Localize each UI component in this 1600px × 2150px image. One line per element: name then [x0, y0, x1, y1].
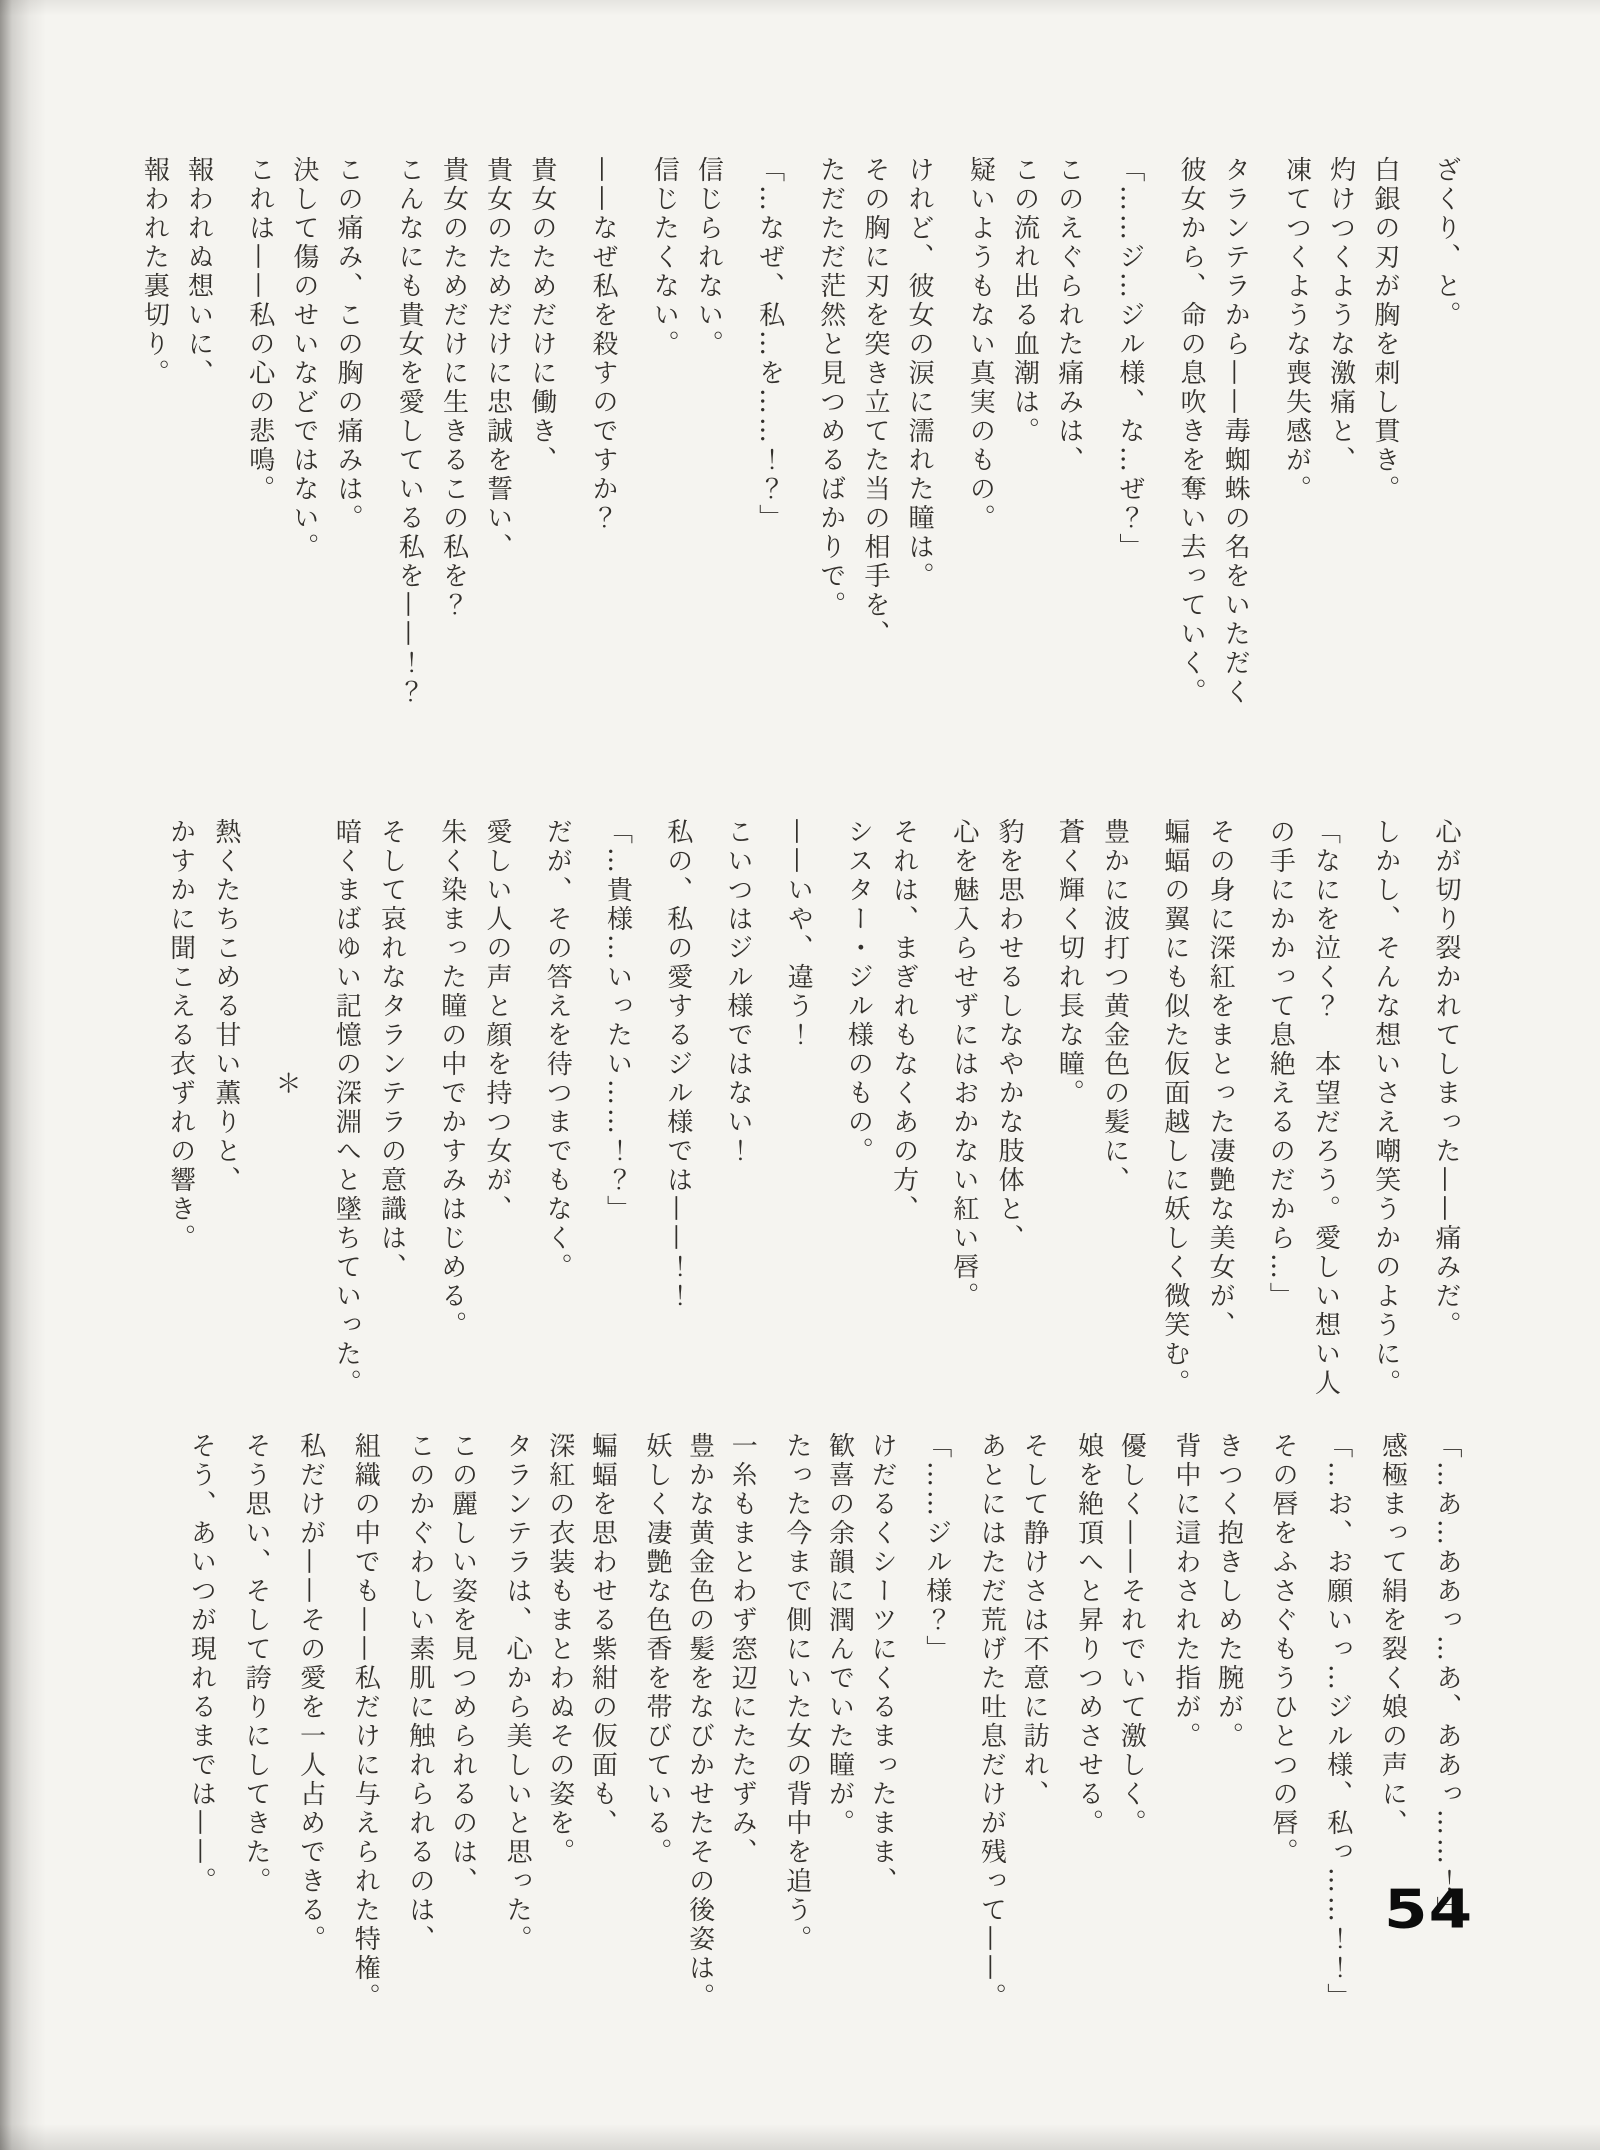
paragraph-group	[915, 1432, 958, 2072]
text-column: 「…お、お願いっ…ジル様、私っ……！！」	[1322, 1432, 1353, 2012]
text-column: あとにはただ荒げた吐息だけが残って——。	[976, 1432, 1007, 2012]
text-column: 「……ジル様？」	[921, 1432, 952, 1664]
paragraph-group	[642, 156, 730, 768]
text-section-bottom	[180, 1432, 1468, 2072]
text-column: 暗くまばゆい記憶の深淵へと墜ちていった。	[331, 818, 362, 1398]
paragraph-group	[747, 156, 791, 768]
text-column: タランテラは、心から美しいと思った。	[502, 1432, 533, 1954]
text-column: 朱く染まった瞳の中でかすみはじめる。	[436, 818, 467, 1340]
text-column: 「…なぜ、私…を……！？」	[754, 156, 785, 533]
text-column: 信じたくない。	[649, 156, 680, 359]
paragraph-group	[594, 818, 639, 1442]
paragraph-group	[715, 818, 760, 1442]
text-column: 心を魅入らせずにはおかない紅い唇。	[948, 818, 979, 1311]
text-column: 一糸もまとわず窓辺にたたずみ、	[727, 1432, 758, 1867]
text-column: 「…貴様…いったい……！？」	[602, 818, 633, 1224]
text-column: 豊かに波打つ黄金色の髪に、	[1099, 818, 1130, 1195]
paragraph-group	[1274, 156, 1407, 768]
text-column: ざくり、と。	[1431, 156, 1461, 330]
text-column: 「……ジ…ジル様、な…ぜ？」	[1114, 156, 1145, 562]
paragraph-group	[1169, 156, 1257, 768]
text-column: このえぐられた痛みは、	[1053, 156, 1084, 475]
text-column: けれど、彼女の涙に濡れた瞳は。	[904, 156, 935, 591]
text-column: 貴女のためだけに忠誠を誓い、	[482, 156, 513, 562]
text-column: 蝙蝠の翼にも似た仮面越しに妖しく微笑む。	[1159, 818, 1190, 1398]
text-column: 娘を絶頂へと昇りつめさせる。	[1073, 1432, 1104, 1838]
paragraph-group	[958, 156, 1091, 768]
scan-shadow-top	[0, 0, 1600, 16]
text-column: その胸に刃を突き立てた当の相手を、	[859, 156, 890, 649]
text-column: 背中に這わされた指が。	[1170, 1432, 1201, 1751]
text-column: そして哀れなタランテラの意識は、	[376, 818, 407, 1282]
page-number: 54	[1384, 1878, 1474, 1941]
text-column: だが、その答えを待つまでもなく。	[542, 818, 573, 1282]
scan-shadow-bottom	[0, 2124, 1600, 2150]
text-column: この麗しい姿を見つめられるのは、	[447, 1432, 478, 1896]
text-column: 「…あ…ああっ…あ、ああっ……！」	[1432, 1432, 1462, 1925]
text-column: 彼女から、命の息吹きを奪い去っていく。	[1176, 156, 1207, 707]
paragraph-group	[387, 156, 564, 768]
text-column: この流れ出る血潮は。	[1009, 156, 1040, 446]
paragraph-group	[970, 1432, 1055, 2072]
paragraph-group	[1425, 1432, 1468, 2072]
text-column: 妖しく凄艶な色香を帯びている。	[642, 1432, 672, 1867]
text-column: 疑いようもない真実のもの。	[965, 156, 996, 533]
paragraph-group	[1046, 818, 1136, 1442]
text-column: それは、まぎれもなくあの方、	[888, 818, 919, 1224]
paragraph-group	[775, 1432, 903, 2072]
paragraph-group	[429, 818, 519, 1442]
paragraph-group	[234, 1432, 277, 2072]
text-column: この痛み、この胸の痛みは。	[333, 156, 364, 533]
text-column: 蒼く輝く切れ長な瞳。	[1054, 818, 1085, 1108]
text-column: そう、あいつが現れるまでは——。	[186, 1432, 217, 1896]
text-column: こんなにも貴女を愛している私を——！？	[394, 156, 425, 707]
text-column: そして静けさは不意に訪れ、	[1019, 1432, 1049, 1809]
text-column: 報われぬ想いに、	[183, 156, 214, 388]
paragraph-group	[775, 818, 820, 1442]
text-column: かすかに聞こえる衣ずれの響き。	[165, 818, 196, 1253]
text-column: 深紅の衣装もまとわぬその姿を。	[544, 1432, 575, 1867]
paragraph-group	[1363, 818, 1408, 1442]
paragraph-group	[496, 1432, 624, 2072]
paragraph-group	[1108, 156, 1152, 768]
text-column: ——なぜ私を殺すのですか？	[588, 156, 618, 533]
paragraph-group	[635, 1432, 763, 2072]
text-column: 優しく——それでいて激しく。	[1116, 1432, 1147, 1838]
paragraph-group	[132, 156, 220, 768]
paragraph-group	[180, 1432, 223, 2072]
text-column: 凍てつくような喪失感が。	[1281, 156, 1312, 504]
paragraph-group	[157, 818, 247, 1442]
paragraph-group	[344, 1432, 387, 2072]
text-column: このかぐわしい素肌に触れられるのは、	[404, 1432, 435, 1954]
text-column: 心が切り裂かれてしまった——痛みだ。	[1431, 818, 1461, 1340]
paragraph-group	[1067, 1432, 1152, 2072]
text-column: 報われた裏切り。	[139, 156, 170, 388]
text-column: こいつはジル様ではない！	[722, 818, 753, 1166]
text-column: そう思い、そして誇りにしてきた。	[241, 1432, 271, 1896]
text-column: これは——私の心の悲鳴。	[244, 156, 275, 504]
paragraph-group	[263, 818, 308, 1442]
text-column: 決して傷のせいなどではない。	[288, 156, 319, 562]
text-column: 組織の中でも——私だけに与えられた特権。	[350, 1432, 381, 2012]
text-column: の手にかかって息絶えるのだから…」	[1265, 818, 1296, 1311]
paragraph-group	[1424, 156, 1468, 768]
text-column: 豹を思わせるしなやかな肢体と、	[994, 818, 1025, 1253]
paragraph-group	[289, 1432, 332, 2072]
text-column: 貴女のためだけに働き、	[526, 156, 557, 475]
paragraph-group	[1257, 818, 1347, 1442]
text-column: 愛しい人の声と顔を持つ女が、	[482, 818, 513, 1224]
text-column: その身に深紅をまとった凄艶な美女が、	[1205, 818, 1236, 1340]
text-column: シスター・ジル様のもの。	[843, 818, 874, 1166]
text-column: 貴女のためだけに生きるこの私を？	[438, 156, 469, 620]
text-column: 私の、私の愛するジル様では——！！	[662, 818, 693, 1311]
text-column: 灼けつくような激痛と、	[1325, 156, 1356, 475]
paragraph-group	[1262, 1432, 1305, 2072]
section-divider: ＊	[271, 1070, 302, 1099]
paragraph-group	[1371, 1432, 1414, 2072]
text-column: ——いや、違う！	[783, 818, 814, 1050]
paragraph-group	[835, 818, 925, 1442]
paragraph-group	[534, 818, 579, 1442]
text-column: タランテラから——毒蜘蛛の名をいただく	[1220, 156, 1251, 707]
text-column: たった今まで側にいた女の背中を追う。	[781, 1432, 812, 1954]
paragraph-group	[398, 1432, 483, 2072]
text-column: 白銀の刃が胸を刺し貫き。	[1369, 156, 1400, 504]
text-column: 歓喜の余韻に潤んでいた瞳が。	[824, 1432, 855, 1838]
paragraph-group	[1164, 1432, 1249, 2072]
paragraph-group	[1152, 818, 1242, 1442]
paragraph-group	[1316, 1432, 1359, 2072]
paragraph-group	[654, 818, 699, 1442]
text-column: 「なにを泣く？ 本望だろう。愛しい想い人	[1310, 818, 1341, 1398]
scan-shadow-left	[0, 0, 46, 2150]
text-column: 信じられない。	[693, 156, 724, 359]
text-column: 感極まって絹を裂く娘の声に、	[1377, 1432, 1408, 1838]
text-column: しかし、そんな想いさえ嘲笑うかのように。	[1370, 818, 1401, 1398]
text-section-top	[132, 156, 1468, 768]
text-column: その唇をふさぐもうひとつの唇。	[1268, 1432, 1299, 1867]
text-column: ただただ茫然と見つめるばかりで。	[815, 156, 846, 620]
text-section-middle	[157, 818, 1468, 1442]
text-column: 熱くたちこめる甘い薫りと、	[210, 818, 241, 1195]
paragraph-group	[809, 156, 942, 768]
text-column: けだるくシーツにくるまったまま、	[867, 1432, 898, 1896]
paragraph-group	[1423, 818, 1468, 1442]
text-column: きつく抱きしめた腕が。	[1213, 1432, 1244, 1751]
paragraph-group	[581, 156, 625, 768]
text-column: 私だけが——その愛を一人占めできる。	[295, 1432, 326, 1954]
paragraph-group	[941, 818, 1031, 1442]
text-column: 豊かな黄金色の髪をなびかせたその後姿は。	[684, 1432, 715, 2012]
paragraph-group	[238, 156, 371, 768]
text-column: 蝙蝠を思わせる紫紺の仮面も、	[587, 1432, 618, 1838]
paragraph-group	[323, 818, 413, 1442]
